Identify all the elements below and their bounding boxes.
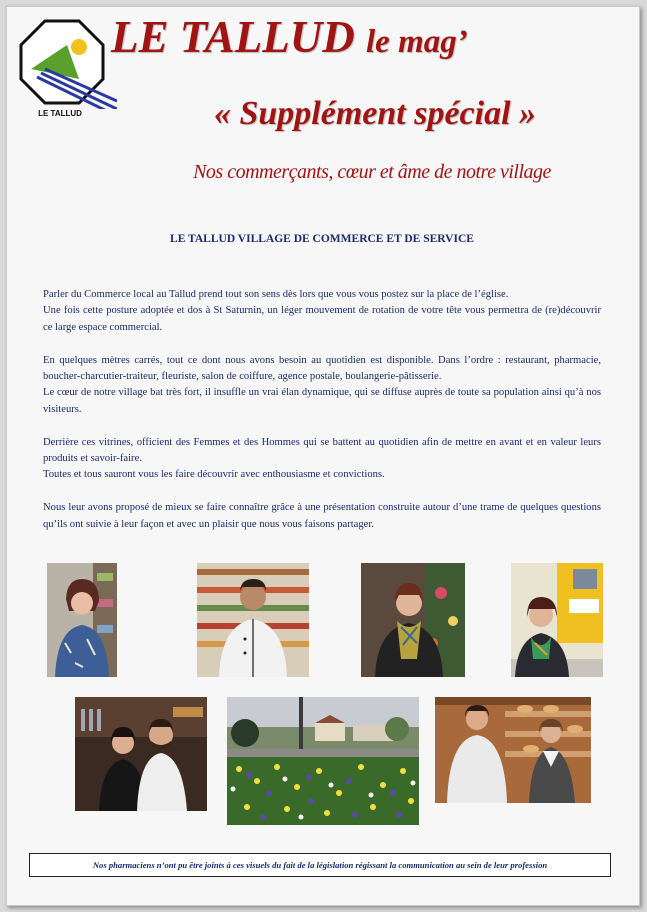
le-tallud-logo xyxy=(17,17,117,129)
text-line: Nous leur avons proposé de mieux se faire connaître grâce à une présentation construite autour d’une trame de quelques questions qu’ils ont suivie à leur façon et avec un plaisir que nous vous faisons partager. xyxy=(43,502,601,530)
paragraph xyxy=(43,353,601,419)
paragraph xyxy=(43,287,601,336)
paragraph xyxy=(43,500,601,533)
tagline: Nos commerçants, cœur et âme de notre village xyxy=(193,161,551,183)
magazine-title-main: LE TALLUD xyxy=(111,12,355,62)
text-line: Toutes et tous sauront vous les faire découvrir avec enthousiasme et convictions. xyxy=(43,469,385,481)
text-line: Le cœur de notre village bat très fort, il insuffle un vrai élan dynamique, qui se diffuse auprès de toute sa population ainsi qu’à nos visiteurs. xyxy=(43,387,601,415)
photo-post-office-woman xyxy=(511,563,603,677)
magazine-title-suffix: le mag’ xyxy=(366,24,468,60)
photo-bakery-couple xyxy=(435,697,591,803)
magazine-page xyxy=(6,6,640,906)
pharmacy-disclaimer-note: Nos pharmaciens n’ont pu être joints à ces visuels du fait de la législation régissant la communication au sein de leur profession xyxy=(29,853,611,877)
logo-emblem-icon xyxy=(17,17,117,109)
magazine-title xyxy=(111,12,636,62)
text-line: Derrière ces vitrines, officient des Femmes et des Hommes qui se battent au quotidien afin de mettre en avant et en valeur leurs produits et savoir-faire. xyxy=(43,436,601,465)
photo-butcher-man xyxy=(197,563,309,677)
text-line: Parler du Commerce local au Tallud prend tout son sens dès lors que vous vous postez sur la place de l’église. xyxy=(43,289,509,300)
photo-florist-woman xyxy=(361,563,465,677)
paragraph xyxy=(43,435,601,484)
photo-pharmacy-woman xyxy=(47,563,117,677)
photo-village-square-flowers xyxy=(227,697,419,825)
text-line: En quelques mètres carrés, tout ce dont nous avons besoin au quotidien est disponible. Dans l’ordre : restaurant, pharmacie, boucher-charcutier-traiteur, fleuriste, salon de coiffure, agence postale, boulangerie-pâtisserie. xyxy=(43,354,601,383)
special-supplement-title: « Supplément spécial » xyxy=(213,95,537,132)
text-line: Une fois cette posture adoptée et dos à St Saturnin, un léger mouvement de rotation de votre tête vous permettra de (re)découvrir ce large espace commercial. xyxy=(43,305,601,333)
photo-restaurant-couple xyxy=(75,697,207,811)
logo-caption: LE TALLUD xyxy=(38,109,82,118)
section-heading: LE TALLUD VILLAGE DE COMMERCE ET DE SERVICE xyxy=(170,233,474,245)
article-body xyxy=(43,287,601,549)
